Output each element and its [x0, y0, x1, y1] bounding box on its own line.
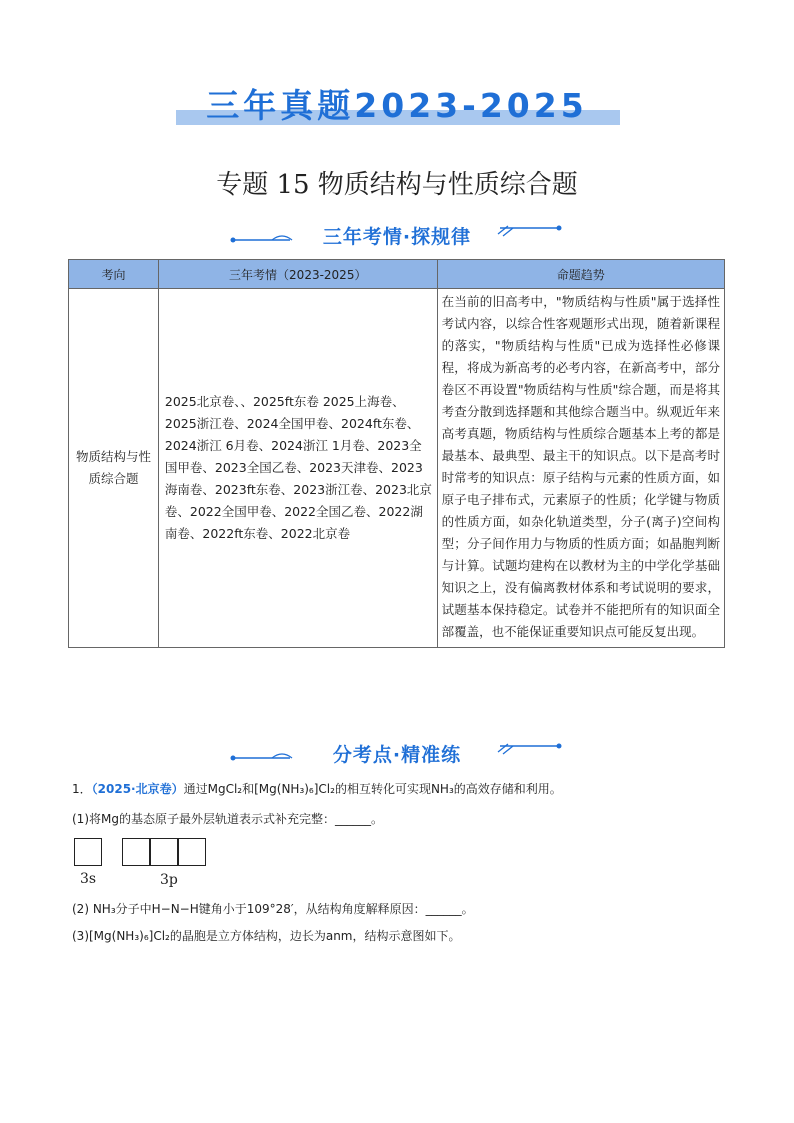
cell-papers: 2025北京卷、、2025ft东卷 2025上海卷、2025浙江卷、2024全国甲卷、2024ft东卷、2024浙江 6月卷、2024浙江 1月卷、2023全国甲卷、2023全国乙卷、2023天津卷、2023海南卷、2023ft东卷、2023浙江卷、2023北京卷、2022全国甲卷、2022全国乙卷、2022湖南卷、2022ft东卷、2022北京卷 [158, 289, 437, 648]
header-papers: 三年考情（2023-2025） [158, 260, 437, 289]
question-part-2: (2) NH₃分子中H−N−H键角小于109°28′，从结构角度解释原因：______。 [72, 902, 474, 916]
section-header-trends [0, 220, 794, 250]
header-trend: 命题趋势 [437, 260, 724, 289]
question-stem [72, 780, 562, 797]
orbital-label-3p: 3p [160, 872, 178, 888]
section-header-practice [0, 738, 794, 768]
exam-trend-table [68, 259, 725, 648]
question-source: （2025·北京卷） [91, 782, 184, 796]
orbital-label-3s: 3s [80, 871, 97, 887]
orbital-box-3s[interactable] [74, 838, 102, 866]
question-part-1: (1)将Mg的基态原子最外层轨道表示式补充完整：______。 [72, 812, 383, 826]
orbital-box-3p-1[interactable] [122, 838, 150, 866]
banner-title: 三年真题2023-2025 [206, 86, 588, 125]
section-title-practice: 分考点·精准练 [332, 744, 462, 766]
page-title: 专题 15 物质结构与性质综合题 [216, 170, 578, 200]
orbital-box-3p-2[interactable] [150, 838, 178, 866]
banner [0, 78, 794, 134]
cell-topic: 物质结构与性质综合题 [69, 289, 159, 648]
table-row [69, 289, 725, 648]
cell-trend: 在当前的旧高考中，"物质结构与性质"属于选择性考试内容，以综合性客观题形式出现，随着新课程的落实，"物质结构与性质"已成为选择性必修课程，将成为新高考的必考内容，在新高考中，部分卷区不再设置"物质结构与性质"综合题，而是将其考查分散到选择题和其他综合题当中。纵观近年来高考真题，物质结构与性质综合题基本上考的都是最基本、最典型、最主干的知识点。以下是高考时时常考的知识点：原子结构与元素的性质方面，如原子电子排布式，元素原子的性质；化学键与物质的性质方面，如杂化轨道类型，分子(离子)空间构型；分子间作用力与物质的性质方面；如晶胞判断与计算。试题均建构在以教材为主的中学化学基础知识之上，没有偏离教材体系和考试说明的要求， 试题基本保持稳定。试卷并不能把所有的知识面全部覆盖，也不能保证重要知识点可能反复出现。 [437, 289, 724, 648]
orbital-box-3p-3[interactable] [178, 838, 206, 866]
table-header-row [69, 260, 725, 289]
question-text: 通过MgCl₂和[Mg(NH₃)₆]Cl₂的相互转化可实现NH₃的高效存储和利用。 [183, 782, 562, 796]
question-number: 1． [72, 782, 92, 796]
section-title-trends: 三年考情·探规律 [322, 226, 472, 248]
header-topic: 考向 [69, 260, 159, 289]
question-part-3: (3)[Mg(NH₃)₆]Cl₂的晶胞是立方体结构，边长为anm，结构示意图如下。 [72, 929, 461, 943]
